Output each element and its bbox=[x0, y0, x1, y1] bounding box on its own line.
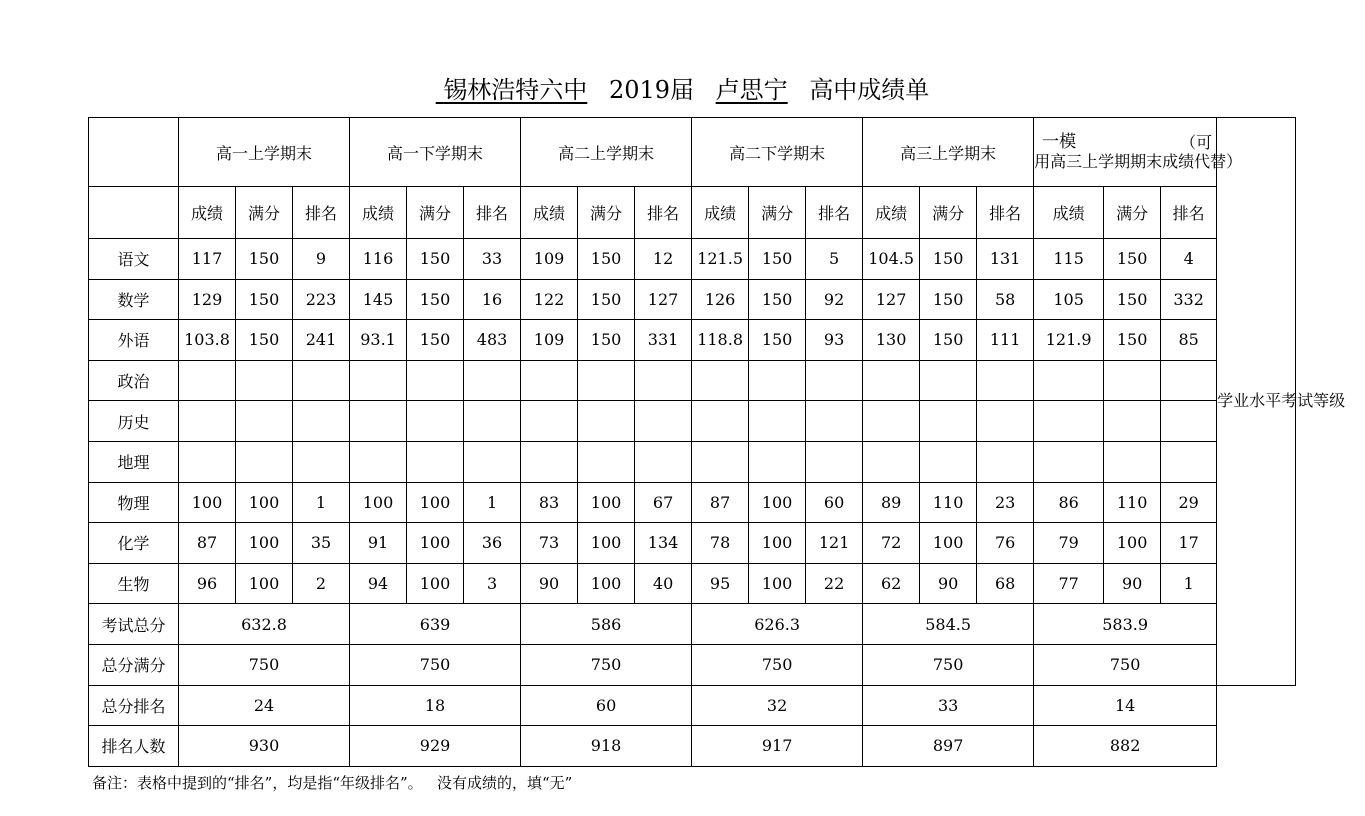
summary-value: 750 bbox=[1034, 644, 1217, 685]
mock-exam-header: 一模 （可 用高三上学期期末成绩代替） bbox=[1034, 118, 1217, 187]
grade-cell bbox=[578, 360, 635, 401]
summary-label: 总分满分 bbox=[89, 644, 179, 685]
grade-cell: 332 bbox=[1161, 279, 1217, 320]
grade-cell: 90 bbox=[920, 563, 977, 604]
subject-name: 化学 bbox=[89, 523, 179, 564]
grade-cell bbox=[464, 441, 521, 482]
grade-cell bbox=[863, 360, 920, 401]
subject-name: 政治 bbox=[89, 360, 179, 401]
grade-cell: 110 bbox=[920, 482, 977, 523]
grade-cell bbox=[806, 401, 863, 442]
grade-cell: 150 bbox=[578, 320, 635, 361]
grade-cell bbox=[407, 441, 464, 482]
corner-cell bbox=[89, 187, 179, 239]
grade-cell: 77 bbox=[1034, 563, 1104, 604]
grade-cell bbox=[920, 401, 977, 442]
grade-cell: 150 bbox=[1104, 279, 1161, 320]
grade-cell: 150 bbox=[578, 279, 635, 320]
grade-cell bbox=[920, 441, 977, 482]
grade-cell: 100 bbox=[749, 482, 806, 523]
grade-cell: 73 bbox=[521, 523, 578, 564]
summary-value: 584.5 bbox=[863, 604, 1034, 645]
grade-cell: 100 bbox=[749, 523, 806, 564]
summary-value: 632.8 bbox=[179, 604, 350, 645]
grade-cell bbox=[179, 360, 236, 401]
grade-cell: 96 bbox=[179, 563, 236, 604]
grade-cell bbox=[920, 360, 977, 401]
full-mark-column-header: 满分 bbox=[920, 187, 977, 239]
grade-cell: 100 bbox=[407, 563, 464, 604]
full-mark-column-header: 满分 bbox=[1104, 187, 1161, 239]
grade-cell bbox=[635, 401, 692, 442]
grade-cell bbox=[692, 441, 749, 482]
grade-cell: 89 bbox=[863, 482, 920, 523]
grade-cell: 29 bbox=[1161, 482, 1217, 523]
grade-cell: 150 bbox=[407, 320, 464, 361]
grade-cell: 241 bbox=[293, 320, 350, 361]
summary-value: 32 bbox=[692, 685, 863, 726]
summary-row bbox=[89, 685, 1296, 726]
grade-cell: 85 bbox=[1161, 320, 1217, 361]
grade-cell bbox=[749, 360, 806, 401]
grade-cell: 150 bbox=[920, 239, 977, 280]
grade-cell bbox=[977, 401, 1034, 442]
grade-cell bbox=[464, 401, 521, 442]
grade-cell bbox=[1104, 401, 1161, 442]
grade-cell: 117 bbox=[179, 239, 236, 280]
grade-cell bbox=[578, 441, 635, 482]
grade-cell bbox=[578, 401, 635, 442]
grade-cell bbox=[293, 360, 350, 401]
grade-cell bbox=[350, 360, 407, 401]
grade-cell: 1 bbox=[464, 482, 521, 523]
grade-cell: 87 bbox=[692, 482, 749, 523]
grade-cell: 9 bbox=[293, 239, 350, 280]
title-year: 2019届 bbox=[608, 76, 695, 104]
grade-cell bbox=[635, 360, 692, 401]
grade-cell: 86 bbox=[1034, 482, 1104, 523]
grade-cell: 93 bbox=[806, 320, 863, 361]
grade-cell: 100 bbox=[578, 482, 635, 523]
grade-cell: 100 bbox=[407, 523, 464, 564]
score-column-header: 成绩 bbox=[1034, 187, 1104, 239]
grade-cell bbox=[749, 401, 806, 442]
summary-value: 18 bbox=[350, 685, 521, 726]
subject-row bbox=[89, 239, 1296, 280]
grade-cell: 150 bbox=[236, 320, 293, 361]
grade-cell: 150 bbox=[407, 239, 464, 280]
rank-column-header: 排名 bbox=[806, 187, 863, 239]
rank-column-header: 排名 bbox=[464, 187, 521, 239]
grade-cell: 17 bbox=[1161, 523, 1217, 564]
grade-cell bbox=[236, 360, 293, 401]
grade-cell: 103.8 bbox=[179, 320, 236, 361]
grade-cell bbox=[1034, 441, 1104, 482]
summary-label: 考试总分 bbox=[89, 604, 179, 645]
grade-cell bbox=[1034, 360, 1104, 401]
grade-cell: 12 bbox=[635, 239, 692, 280]
grade-cell: 40 bbox=[635, 563, 692, 604]
grade-cell bbox=[464, 360, 521, 401]
grade-cell bbox=[1161, 441, 1217, 482]
grade-cell bbox=[407, 401, 464, 442]
grade-cell bbox=[236, 441, 293, 482]
grade-cell: 91 bbox=[350, 523, 407, 564]
grade-cell: 5 bbox=[806, 239, 863, 280]
grade-cell: 72 bbox=[863, 523, 920, 564]
rank-column-header: 排名 bbox=[635, 187, 692, 239]
grade-cell: 79 bbox=[1034, 523, 1104, 564]
summary-value: 639 bbox=[350, 604, 521, 645]
period-header: 高一下学期末 bbox=[350, 118, 521, 187]
full-mark-column-header: 满分 bbox=[749, 187, 806, 239]
grade-cell: 150 bbox=[236, 279, 293, 320]
grade-cell bbox=[521, 401, 578, 442]
corner-cell bbox=[89, 118, 179, 187]
grade-cell bbox=[692, 360, 749, 401]
grade-cell: 150 bbox=[920, 279, 977, 320]
title-school: 锡林浩特六中 bbox=[443, 76, 588, 104]
grade-cell bbox=[1161, 360, 1217, 401]
grade-cell bbox=[236, 401, 293, 442]
summary-label: 排名人数 bbox=[89, 726, 179, 767]
grade-cell: 68 bbox=[977, 563, 1034, 604]
grade-cell bbox=[635, 441, 692, 482]
grade-cell: 223 bbox=[293, 279, 350, 320]
grade-cell: 36 bbox=[464, 523, 521, 564]
grade-cell bbox=[521, 360, 578, 401]
grade-cell: 331 bbox=[635, 320, 692, 361]
grade-cell: 130 bbox=[863, 320, 920, 361]
grade-cell bbox=[1161, 401, 1217, 442]
subject-name: 物理 bbox=[89, 482, 179, 523]
subject-name: 地理 bbox=[89, 441, 179, 482]
rank-column-header: 排名 bbox=[293, 187, 350, 239]
grade-cell bbox=[293, 401, 350, 442]
grade-cell: 3 bbox=[464, 563, 521, 604]
rank-column-header: 排名 bbox=[1161, 187, 1217, 239]
grade-cell bbox=[806, 441, 863, 482]
grade-cell: 100 bbox=[578, 563, 635, 604]
grade-cell: 150 bbox=[749, 320, 806, 361]
score-column-header: 成绩 bbox=[521, 187, 578, 239]
grade-cell bbox=[863, 401, 920, 442]
grade-cell: 145 bbox=[350, 279, 407, 320]
grade-cell: 1 bbox=[1161, 563, 1217, 604]
grade-cell: 16 bbox=[464, 279, 521, 320]
grade-cell: 78 bbox=[692, 523, 749, 564]
grade-cell: 134 bbox=[635, 523, 692, 564]
summary-value: 14 bbox=[1034, 685, 1217, 726]
grade-cell: 2 bbox=[293, 563, 350, 604]
grade-table bbox=[88, 117, 1346, 767]
summary-value: 918 bbox=[521, 726, 692, 767]
grade-cell: 4 bbox=[1161, 239, 1217, 280]
period-header: 高二下学期末 bbox=[692, 118, 863, 187]
grade-cell: 150 bbox=[1104, 320, 1161, 361]
subject-row bbox=[89, 360, 1296, 401]
grade-cell: 33 bbox=[464, 239, 521, 280]
grade-cell bbox=[350, 401, 407, 442]
summary-value: 586 bbox=[521, 604, 692, 645]
grade-cell bbox=[179, 441, 236, 482]
period-header: 高二上学期末 bbox=[521, 118, 692, 187]
grade-cell: 100 bbox=[236, 523, 293, 564]
grade-cell: 131 bbox=[977, 239, 1034, 280]
grade-cell: 122 bbox=[521, 279, 578, 320]
summary-value: 60 bbox=[521, 685, 692, 726]
grade-cell: 23 bbox=[977, 482, 1034, 523]
full-mark-column-header: 满分 bbox=[578, 187, 635, 239]
document-title bbox=[0, 74, 1365, 106]
grade-cell: 150 bbox=[578, 239, 635, 280]
summary-value: 917 bbox=[692, 726, 863, 767]
grade-cell: 121.9 bbox=[1034, 320, 1104, 361]
grade-cell bbox=[350, 441, 407, 482]
grade-cell: 150 bbox=[749, 279, 806, 320]
full-mark-column-header: 满分 bbox=[236, 187, 293, 239]
summary-value: 750 bbox=[521, 644, 692, 685]
summary-value: 750 bbox=[179, 644, 350, 685]
grade-cell: 94 bbox=[350, 563, 407, 604]
subject-row bbox=[89, 563, 1296, 604]
grade-cell: 127 bbox=[863, 279, 920, 320]
summary-value: 897 bbox=[863, 726, 1034, 767]
grade-cell: 115 bbox=[1034, 239, 1104, 280]
subject-name: 数学 bbox=[89, 279, 179, 320]
score-column-header: 成绩 bbox=[863, 187, 920, 239]
subject-row bbox=[89, 320, 1296, 361]
grade-cell: 121 bbox=[806, 523, 863, 564]
grade-cell: 22 bbox=[806, 563, 863, 604]
rank-column-header: 排名 bbox=[977, 187, 1034, 239]
grade-cell: 90 bbox=[1104, 563, 1161, 604]
summary-value: 750 bbox=[692, 644, 863, 685]
grade-cell bbox=[977, 360, 1034, 401]
subject-name: 历史 bbox=[89, 401, 179, 442]
grade-cell: 109 bbox=[521, 320, 578, 361]
grade-cell: 150 bbox=[920, 320, 977, 361]
grade-cell: 121.5 bbox=[692, 239, 749, 280]
grade-cell: 95 bbox=[692, 563, 749, 604]
full-mark-column-header: 满分 bbox=[407, 187, 464, 239]
summary-label: 总分排名 bbox=[89, 685, 179, 726]
grade-cell: 67 bbox=[635, 482, 692, 523]
grade-cell: 83 bbox=[521, 482, 578, 523]
score-column-header: 成绩 bbox=[350, 187, 407, 239]
grade-cell bbox=[179, 401, 236, 442]
subject-row bbox=[89, 279, 1296, 320]
grade-cell: 92 bbox=[806, 279, 863, 320]
grade-cell: 118.8 bbox=[692, 320, 749, 361]
summary-row bbox=[89, 604, 1296, 645]
grade-cell: 100 bbox=[1104, 523, 1161, 564]
grade-cell bbox=[749, 441, 806, 482]
grade-cell bbox=[1034, 401, 1104, 442]
grade-cell: 100 bbox=[920, 523, 977, 564]
subject-name: 生物 bbox=[89, 563, 179, 604]
summary-value: 930 bbox=[179, 726, 350, 767]
grade-cell: 126 bbox=[692, 279, 749, 320]
grade-cell: 58 bbox=[977, 279, 1034, 320]
period-header: 高三上学期末 bbox=[863, 118, 1034, 187]
grade-cell bbox=[1104, 360, 1161, 401]
grade-cell bbox=[293, 441, 350, 482]
grade-cell: 150 bbox=[407, 279, 464, 320]
score-column-header: 成绩 bbox=[692, 187, 749, 239]
grade-cell: 1 bbox=[293, 482, 350, 523]
grade-cell: 35 bbox=[293, 523, 350, 564]
summary-value: 24 bbox=[179, 685, 350, 726]
summary-value: 583.9 bbox=[1034, 604, 1217, 645]
grade-cell bbox=[521, 441, 578, 482]
score-column-header: 成绩 bbox=[179, 187, 236, 239]
period-header: 高一上学期末 bbox=[179, 118, 350, 187]
grade-cell: 109 bbox=[521, 239, 578, 280]
grade-cell: 105 bbox=[1034, 279, 1104, 320]
summary-value: 882 bbox=[1034, 726, 1217, 767]
grade-cell: 110 bbox=[1104, 482, 1161, 523]
subject-row bbox=[89, 401, 1296, 442]
grade-cell: 93.1 bbox=[350, 320, 407, 361]
grade-cell: 62 bbox=[863, 563, 920, 604]
summary-row bbox=[89, 726, 1296, 767]
grade-cell: 100 bbox=[407, 482, 464, 523]
grade-cell: 127 bbox=[635, 279, 692, 320]
grade-cell: 100 bbox=[578, 523, 635, 564]
grade-cell bbox=[1104, 441, 1161, 482]
grade-cell: 60 bbox=[806, 482, 863, 523]
subject-row bbox=[89, 482, 1296, 523]
grade-cell: 100 bbox=[236, 482, 293, 523]
column-header-row bbox=[89, 187, 1296, 239]
grade-cell bbox=[692, 401, 749, 442]
grade-cell: 76 bbox=[977, 523, 1034, 564]
summary-value: 626.3 bbox=[692, 604, 863, 645]
summary-row bbox=[89, 644, 1296, 685]
grade-cell: 104.5 bbox=[863, 239, 920, 280]
title-doc: 高中成绩单 bbox=[809, 76, 930, 104]
grade-cell: 100 bbox=[179, 482, 236, 523]
summary-value: 33 bbox=[863, 685, 1034, 726]
grade-cell bbox=[977, 441, 1034, 482]
summary-value: 929 bbox=[350, 726, 521, 767]
grade-cell: 150 bbox=[1104, 239, 1161, 280]
grade-cell bbox=[407, 360, 464, 401]
grade-cell: 116 bbox=[350, 239, 407, 280]
subject-name: 语文 bbox=[89, 239, 179, 280]
title-student: 卢思宁 bbox=[715, 76, 788, 104]
subject-row bbox=[89, 523, 1296, 564]
period-header-row bbox=[89, 118, 1296, 187]
summary-value: 750 bbox=[350, 644, 521, 685]
grade-cell: 150 bbox=[236, 239, 293, 280]
grade-cell bbox=[863, 441, 920, 482]
grade-cell: 100 bbox=[749, 563, 806, 604]
grade-cell: 90 bbox=[521, 563, 578, 604]
grade-cell: 111 bbox=[977, 320, 1034, 361]
grade-cell: 100 bbox=[236, 563, 293, 604]
grade-cell: 150 bbox=[749, 239, 806, 280]
grade-cell: 129 bbox=[179, 279, 236, 320]
grade-cell bbox=[806, 360, 863, 401]
level-exam-header: 学业水平考试等级 bbox=[1217, 118, 1296, 686]
summary-value: 750 bbox=[863, 644, 1034, 685]
grade-cell: 100 bbox=[350, 482, 407, 523]
subject-row bbox=[89, 441, 1296, 482]
grade-cell: 483 bbox=[464, 320, 521, 361]
footnote: 备注：表格中提到的“排名”，均是指“年级排名”。 没有成绩的，填“无” bbox=[92, 774, 573, 792]
grade-cell: 87 bbox=[179, 523, 236, 564]
subject-name: 外语 bbox=[89, 320, 179, 361]
